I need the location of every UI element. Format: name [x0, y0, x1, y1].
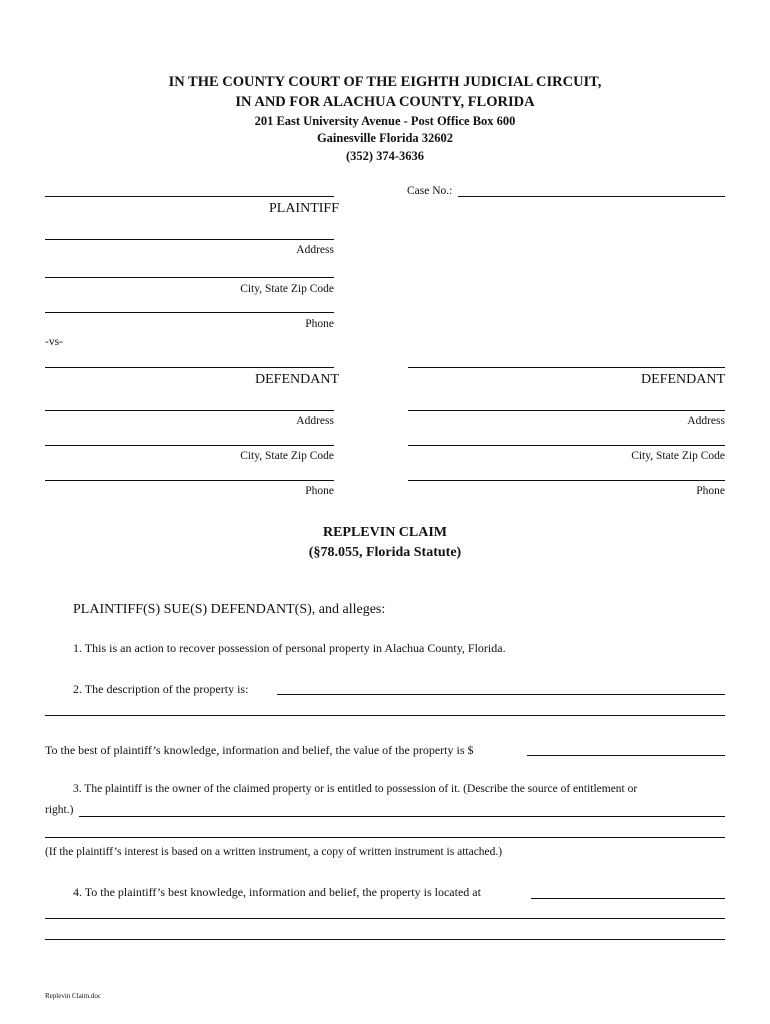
defendant1-address-label: Address [296, 415, 334, 427]
entitlement-field-2[interactable] [45, 837, 725, 838]
case-no-field[interactable] [458, 196, 725, 197]
instrument-note: (If the plaintiff’s interest is based on a written instrument, a copy of written instrument is attached.) [45, 846, 503, 858]
claim-intro: PLAINTIFF(S) SUE(S) DEFENDANT(S), and alleges: [73, 602, 386, 617]
defendant2-citystate-field[interactable] [408, 445, 725, 446]
defendant1-address-field[interactable] [45, 410, 334, 411]
defendant1-name-field[interactable] [45, 367, 334, 368]
defendant2-role-label: DEFENDANT [641, 372, 725, 387]
defendant1-phone-field[interactable] [45, 480, 334, 481]
claim-title: REPLEVIN CLAIM [322, 525, 448, 540]
defendant1-citystate-label: City, State Zip Code [240, 450, 334, 462]
defendant2-phone-label: Phone [696, 485, 725, 497]
property-location-field-3[interactable] [45, 939, 725, 940]
defendant2-address-field[interactable] [408, 410, 725, 411]
property-location-field[interactable] [531, 898, 725, 899]
property-value-text: To the best of plaintiff’s knowledge, information and belief, the value of the property is $ [45, 743, 474, 757]
plaintiff-citystate-label: City, State Zip Code [240, 283, 334, 295]
court-city: Gainesville Florida 32602 [316, 131, 454, 145]
defendant2-name-field[interactable] [408, 367, 725, 368]
court-phone: (352) 374-3636 [345, 149, 425, 163]
defendant1-phone-label: Phone [305, 485, 334, 497]
plaintiff-name-field[interactable] [45, 196, 334, 197]
plaintiff-address-label: Address [296, 244, 334, 256]
court-address: 201 East University Avenue - Post Office Box 600 [254, 114, 516, 128]
plaintiff-address-field[interactable] [45, 239, 334, 240]
paragraph-4: 4. To the plaintiff’s best knowledge, information and belief, the property is located at [73, 885, 481, 899]
paragraph-1: 1. This is an action to recover possession of personal property in Alachua County, Florida. [73, 641, 506, 655]
paragraph-2: 2. The description of the property is: [73, 682, 249, 696]
paragraph-3: 3. The plaintiff is the owner of the claimed property or is entitled to possession of it. (Describe the source of entitlement or [73, 783, 638, 795]
footer-filename: Replevin Claim.doc [45, 992, 101, 1000]
paragraph-3-cont: right.) [45, 804, 74, 816]
defendant2-citystate-label: City, State Zip Code [631, 450, 725, 462]
plaintiff-phone-field[interactable] [45, 312, 334, 313]
entitlement-field[interactable] [79, 816, 725, 817]
versus-label: -vs- [45, 336, 63, 348]
property-description-field[interactable] [277, 694, 725, 695]
plaintiff-role-label: PLAINTIFF [268, 201, 339, 216]
court-title-line1: IN THE COUNTY COURT OF THE EIGHTH JUDICIAL CIRCUIT, [168, 74, 602, 90]
defendant2-address-label: Address [687, 415, 725, 427]
defendant1-role-label: DEFENDANT [255, 372, 339, 387]
defendant2-phone-field[interactable] [408, 480, 725, 481]
court-title-line2: IN AND FOR ALACHUA COUNTY, FLORIDA [235, 94, 535, 110]
plaintiff-citystate-field[interactable] [45, 277, 334, 278]
claim-statute: (§78.055, Florida Statute) [308, 545, 462, 560]
property-location-field-2[interactable] [45, 918, 725, 919]
property-value-field[interactable] [527, 755, 725, 756]
defendant1-citystate-field[interactable] [45, 445, 334, 446]
plaintiff-phone-label: Phone [305, 318, 334, 330]
case-no-label: Case No.: [407, 185, 453, 197]
property-description-field-2[interactable] [45, 715, 725, 716]
